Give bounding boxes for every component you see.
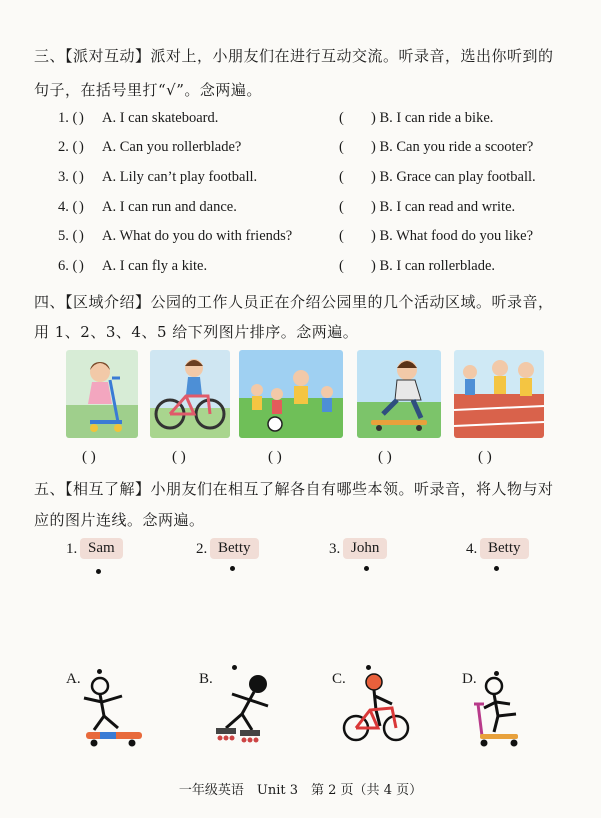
order-blank-5[interactable]: ( ) — [478, 449, 492, 465]
option-a: A. I can fly a kite. — [102, 258, 208, 274]
answer-paren-b[interactable]: ( — [339, 199, 344, 215]
question-number: 4. ( — [58, 199, 78, 215]
answer-paren-b[interactable]: ( — [339, 258, 344, 274]
section3-title-line1: 三、【派对互动】派对上，小朋友们在进行互动交流。听录音，选出你听到的 — [34, 47, 554, 65]
page-footer: 一年级英语 Unit 3 第 2 页（共 4 页） — [178, 783, 423, 798]
question-row-6 — [58, 258, 558, 280]
skateboard-boy-picture — [357, 350, 441, 438]
option-a: A. Can you rollerblade? — [102, 139, 242, 155]
option-b: ) B. Can you ride a scooter? — [371, 139, 534, 155]
section4-title-line1: 四、【区域介绍】公园的工作人员正在介绍公园里的几个活动区域。听录音， — [34, 293, 554, 311]
section3-title-line2: 句子，在括号里打“√”。念两遍。 — [34, 81, 262, 99]
name-number: 1. — [66, 541, 78, 557]
question-number: 1. ( — [58, 110, 78, 126]
option-a: A. I can run and dance. — [102, 199, 237, 215]
figure-label-a: A. — [66, 671, 81, 687]
question-number: 5. ( — [58, 228, 78, 244]
match-dot-name-3[interactable] — [364, 566, 369, 571]
option-b: ) B. I can ride a bike. — [371, 110, 494, 126]
scooter-figure-icon — [470, 664, 550, 748]
name-tag: John — [343, 538, 387, 559]
football-kids-picture — [239, 350, 343, 438]
option-a: A. Lily can’t play football. — [102, 169, 258, 185]
name-tag: Betty — [210, 538, 259, 559]
question-number: 6. ( — [58, 258, 78, 274]
name-number: 3. — [329, 541, 341, 557]
answer-paren-a[interactable]: ) — [79, 110, 84, 126]
answer-paren-b[interactable]: ( — [339, 110, 344, 126]
option-b: ) B. I can read and write. — [371, 199, 516, 215]
skateboard-figure-icon — [80, 664, 160, 748]
order-blank-1[interactable]: ( ) — [82, 449, 96, 465]
figure-label-d: D. — [462, 671, 477, 687]
section5-title-line1: 五、【相互了解】小朋友们在相互了解各自有哪些本领。听录音，将人物与对 — [34, 480, 554, 498]
bike-figure-icon — [340, 664, 420, 748]
name-tag: Sam — [80, 538, 123, 559]
answer-paren-b[interactable]: ( — [339, 228, 344, 244]
order-blank-4[interactable]: ( ) — [378, 449, 392, 465]
question-number: 3. ( — [58, 169, 78, 185]
answer-paren-a[interactable]: ) — [79, 258, 84, 274]
answer-paren-a[interactable]: ) — [79, 228, 84, 244]
match-dot-name-4[interactable] — [494, 566, 499, 571]
option-a: A. What do you do with friends? — [102, 228, 293, 244]
option-b: ) B. What food do you like? — [371, 228, 534, 244]
question-row-1 — [58, 110, 558, 132]
question-row-4 — [58, 199, 558, 221]
match-dot-name-1[interactable] — [96, 569, 101, 574]
name-number: 2. — [196, 541, 208, 557]
question-row-5 — [58, 228, 558, 250]
figure-label-b: B. — [199, 671, 213, 687]
scooter-girl-picture — [66, 350, 138, 438]
section4-title-line2: 用 1、2、3、4、5 给下列图片排序。念两遍。 — [34, 323, 359, 341]
match-dot-name-2[interactable] — [230, 566, 235, 571]
figure-label-c: C. — [332, 671, 346, 687]
option-b: ) B. Grace can play football. — [371, 169, 536, 185]
question-number: 2. ( — [58, 139, 78, 155]
rollerblade-figure-icon — [212, 664, 292, 748]
running-kids-picture — [454, 350, 544, 438]
question-row-2 — [58, 139, 558, 161]
answer-paren-a[interactable]: ) — [79, 169, 84, 185]
answer-paren-a[interactable]: ) — [79, 199, 84, 215]
answer-paren-b[interactable]: ( — [339, 169, 344, 185]
answer-paren-a[interactable]: ) — [79, 139, 84, 155]
answer-paren-b[interactable]: ( — [339, 139, 344, 155]
name-tag: Betty — [480, 538, 529, 559]
order-blank-2[interactable]: ( ) — [172, 449, 186, 465]
option-b: ) B. I can rollerblade. — [371, 258, 496, 274]
bike-boy-picture — [150, 350, 230, 438]
option-a: A. I can skateboard. — [102, 110, 219, 126]
order-blank-3[interactable]: ( ) — [268, 449, 282, 465]
section5-title-line2: 应的图片连线。念两遍。 — [34, 511, 205, 529]
question-row-3 — [58, 169, 558, 191]
name-number: 4. — [466, 541, 478, 557]
